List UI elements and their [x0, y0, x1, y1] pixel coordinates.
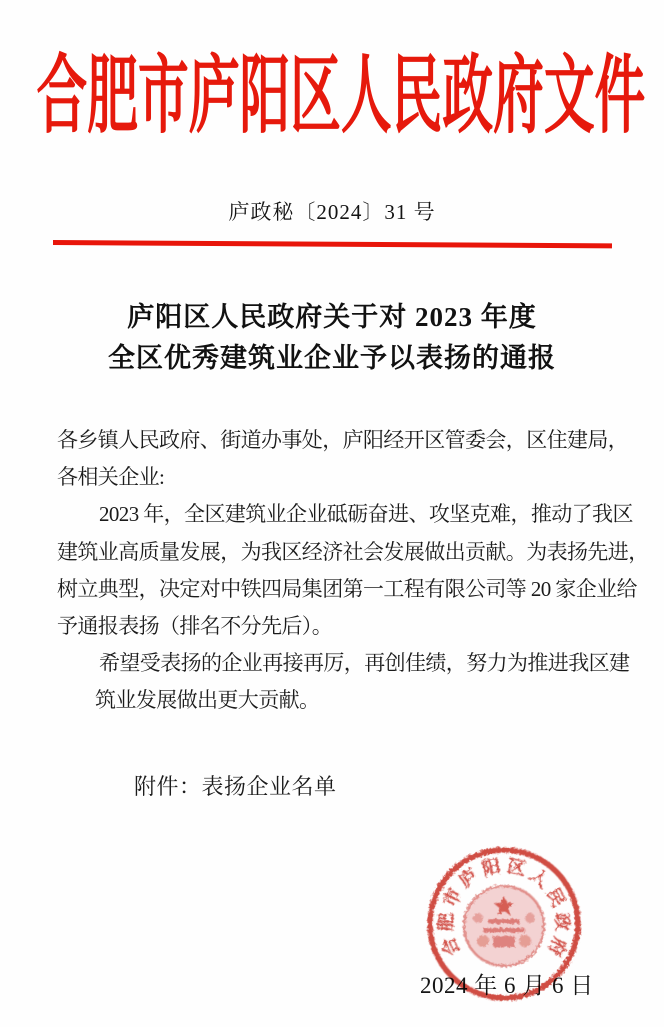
body-line-para2-1: 希望受表扬的企业再接再厉，再创佳绩，努力为推进我区建 [99, 651, 630, 676]
svg-text:政: 政 [551, 912, 573, 932]
body-line-salutation-1: 各乡镇人民政府、街道办事处，庐阳经开区管委会，区住建局， [57, 428, 629, 452]
document-title [0, 297, 664, 379]
national-emblem-icon [464, 886, 544, 966]
svg-text:肥: 肥 [435, 912, 457, 932]
svg-text:阳: 阳 [480, 855, 503, 880]
body-line-salutation-2: 各相关企业: [57, 465, 165, 490]
letterhead-title: 合肥市庐阳区人民政府文件 [36, 49, 646, 144]
svg-text:府: 府 [544, 934, 571, 959]
svg-text:合: 合 [437, 934, 464, 959]
official-seal-graphic [423, 843, 585, 1005]
body-line-para1-2: 建筑业高质量发展，为我区经济社会发展做出贡献。为表扬先进， [57, 539, 649, 564]
body-line-para2-2: 筑业发展做出更大贡献。 [95, 688, 320, 713]
body-line-para1-4: 予通报表扬（排名不分先后）。 [57, 613, 333, 638]
body-line-para1-1: 2023 年，全区建筑业企业砥砺奋进、攻坚克难，推动了我区 [99, 502, 633, 527]
document-body [57, 422, 649, 720]
document-title-line2: 全区优秀建筑业企业予以表扬的通报 [108, 343, 556, 373]
attachment-note: 附件：表扬企业名单 [134, 774, 337, 799]
document-title-line1: 庐阳区人民政府关于对 2023 年度 [127, 302, 537, 332]
document-date: 2024 年 6 月 6 日 [420, 973, 594, 998]
svg-text:市: 市 [439, 884, 466, 911]
red-divider-line [53, 240, 612, 248]
body-line-para1-3: 树立典型，决定对中铁四局集团第一工程有限公司等 20 家企业给 [57, 576, 637, 601]
doc-reference-number: 庐政秘〔2024〕31 号 [228, 200, 436, 224]
svg-text:人: 人 [526, 864, 553, 892]
svg-text:民: 民 [542, 884, 569, 911]
official-seal [423, 843, 585, 1005]
svg-text:区: 区 [505, 855, 528, 880]
svg-text:庐: 庐 [455, 864, 482, 892]
